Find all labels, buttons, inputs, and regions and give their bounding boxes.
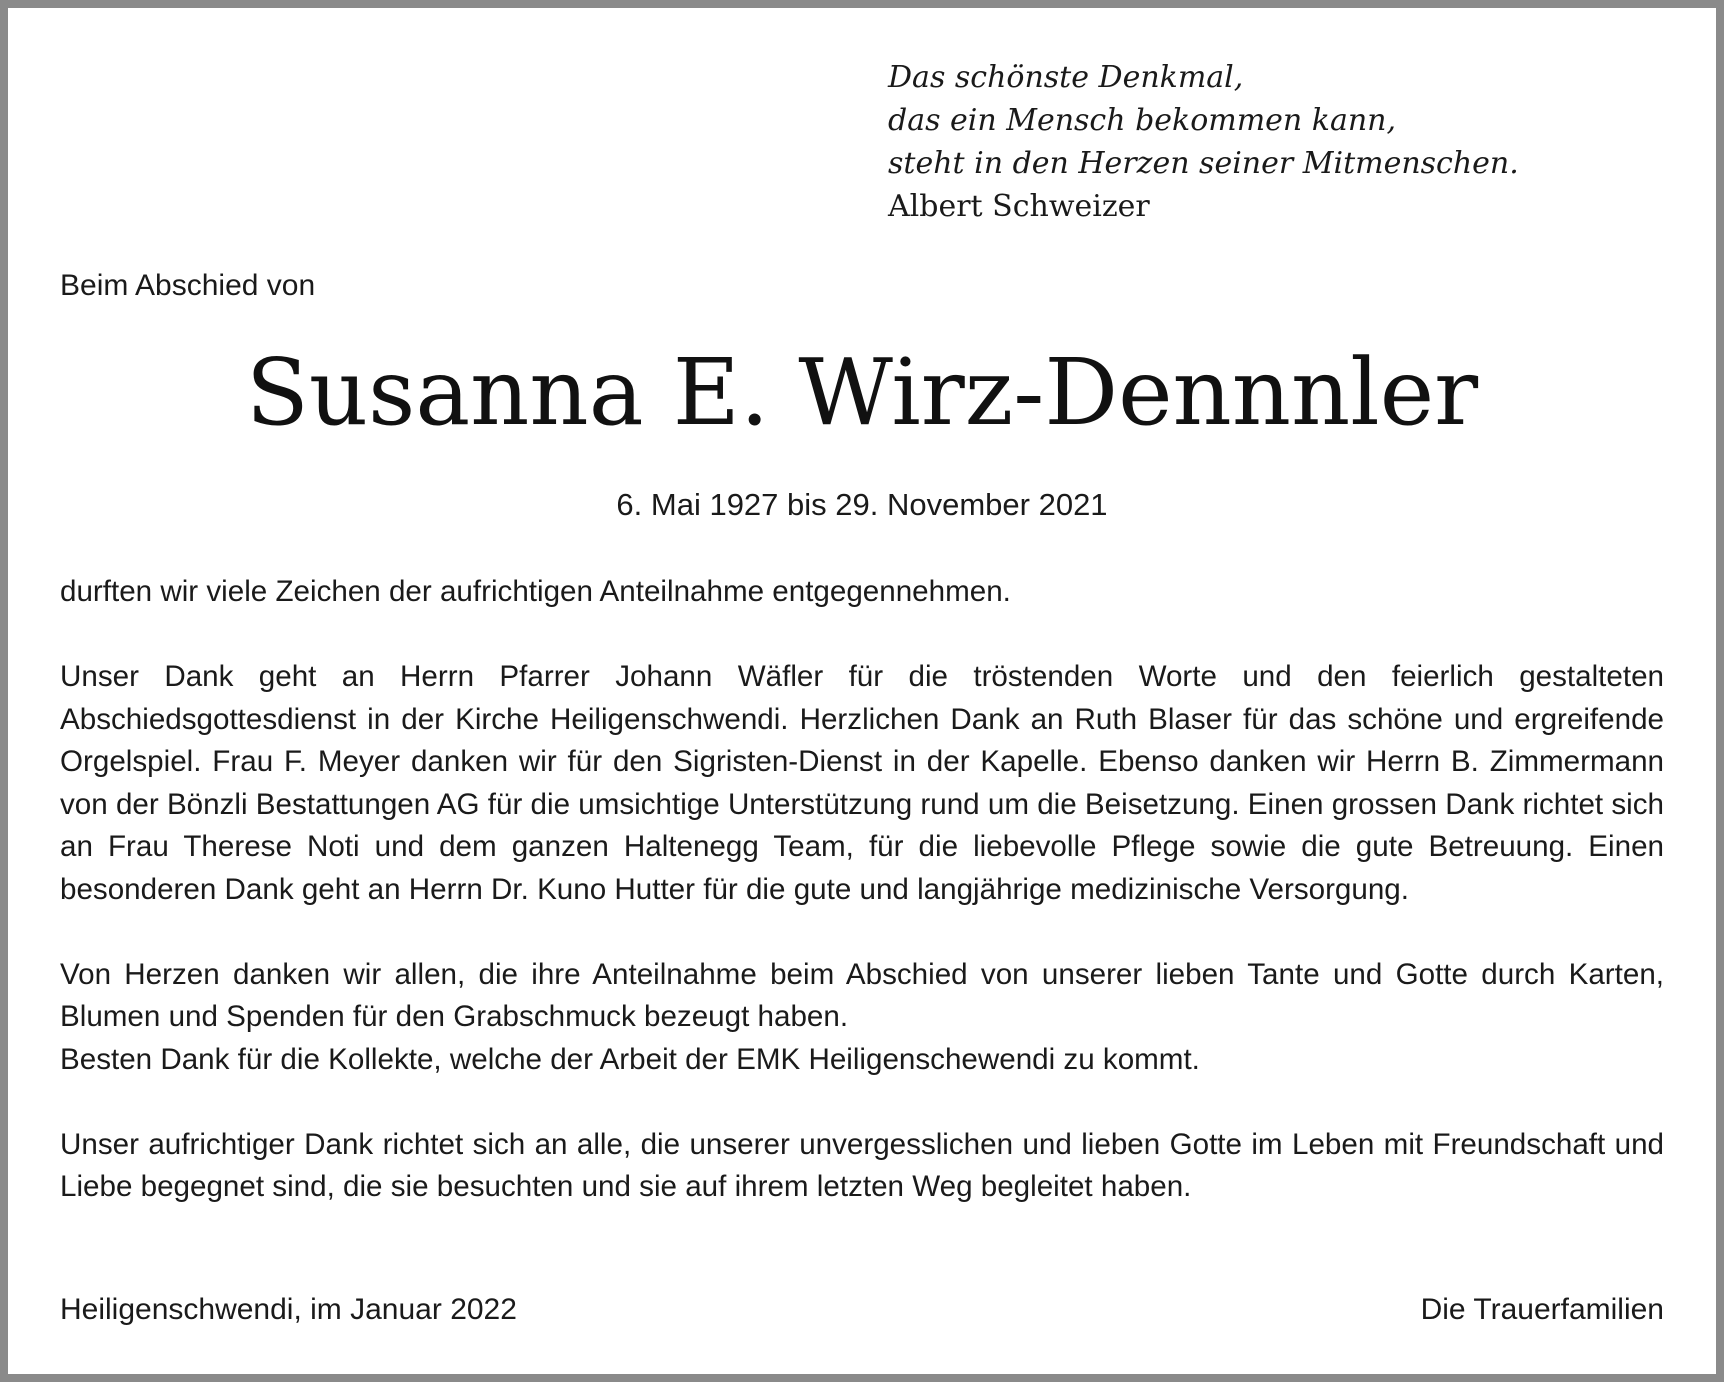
quote-line: steht in den Herzen seiner Mitmenschen. (888, 146, 1519, 181)
obituary-notice (8, 8, 1716, 1374)
intro-text: Beim Abschied von (60, 269, 316, 302)
paragraph-sincere-thanks: Unser aufrichtiger Dank richtet sich an alle, die unserer unvergesslichen und lieben Gotte im Leben mit Freundschaft und Liebe begegnet sind, die sie besuchten und sie auf ihrem letzten Weg begleitet haben. (60, 1127, 1664, 1203)
paragraph-thanks-all-text: Von Herzen danken wir allen, die ihre Anteilnahme beim Abschied von unserer lieben Tante und Gotte durch Karten, Blumen und Spenden für den Grabschmuck bezeugt haben. (60, 957, 1664, 1033)
epigraph-quote (888, 56, 1519, 228)
life-dates: 6. Mai 1927 bis 29. November 2021 (616, 487, 1108, 522)
thank-you-text (60, 571, 1664, 1251)
quote-line: das ein Mensch bekommen kann, (888, 103, 1397, 138)
deceased-name: Susanna E. Wirz-Dennnler (245, 339, 1479, 446)
paragraph-thanks-individuals: Unser Dank geht an Herrn Pfarrer Johann Wäfler für die tröstenden Worte und den feierlich gestalteten Abschiedsgottesdienst in der Kirche Heiligenschwendi. Herzlichen Dank an Ruth Blaser für das schöne und ergreifende Orgelspiel. Frau F. Meyer danken wir für den Sigristen-Dienst in der Kapelle. Ebenso danken wir Herrn B. Zimmermann von der Bönzli Bestattungen AG für die umsichtige Unterstützung rund um die Beisetzung. Einen grossen Dank richtet sich an Frau Therese Noti und dem ganzen Haltenegg Team, für die liebevolle Pflege sowie die gute Betreuung. Einen besonderen Dank geht an Herrn Dr. Kuno Hutter für die gute und langjährige medizinische Versorgung. (60, 660, 1664, 906)
place-and-date: Heiligenschwendi, im Januar 2022 (60, 1293, 517, 1326)
signature: Die Trauerfamilien (1420, 1293, 1664, 1326)
paragraph-condolences: durften wir viele Zeichen der aufrichtigen Anteilnahme entgegennehmen. (60, 575, 1011, 608)
quote-line: Das schönste Denkmal, (888, 60, 1244, 95)
paragraph-collection-text: Besten Dank für die Kollekte, welche der Arbeit der EMK Heiligenschewendi zu kommt. (60, 1042, 1200, 1076)
quote-author: Albert Schweizer (888, 189, 1150, 224)
paragraph-thanks-all (60, 954, 1664, 1082)
